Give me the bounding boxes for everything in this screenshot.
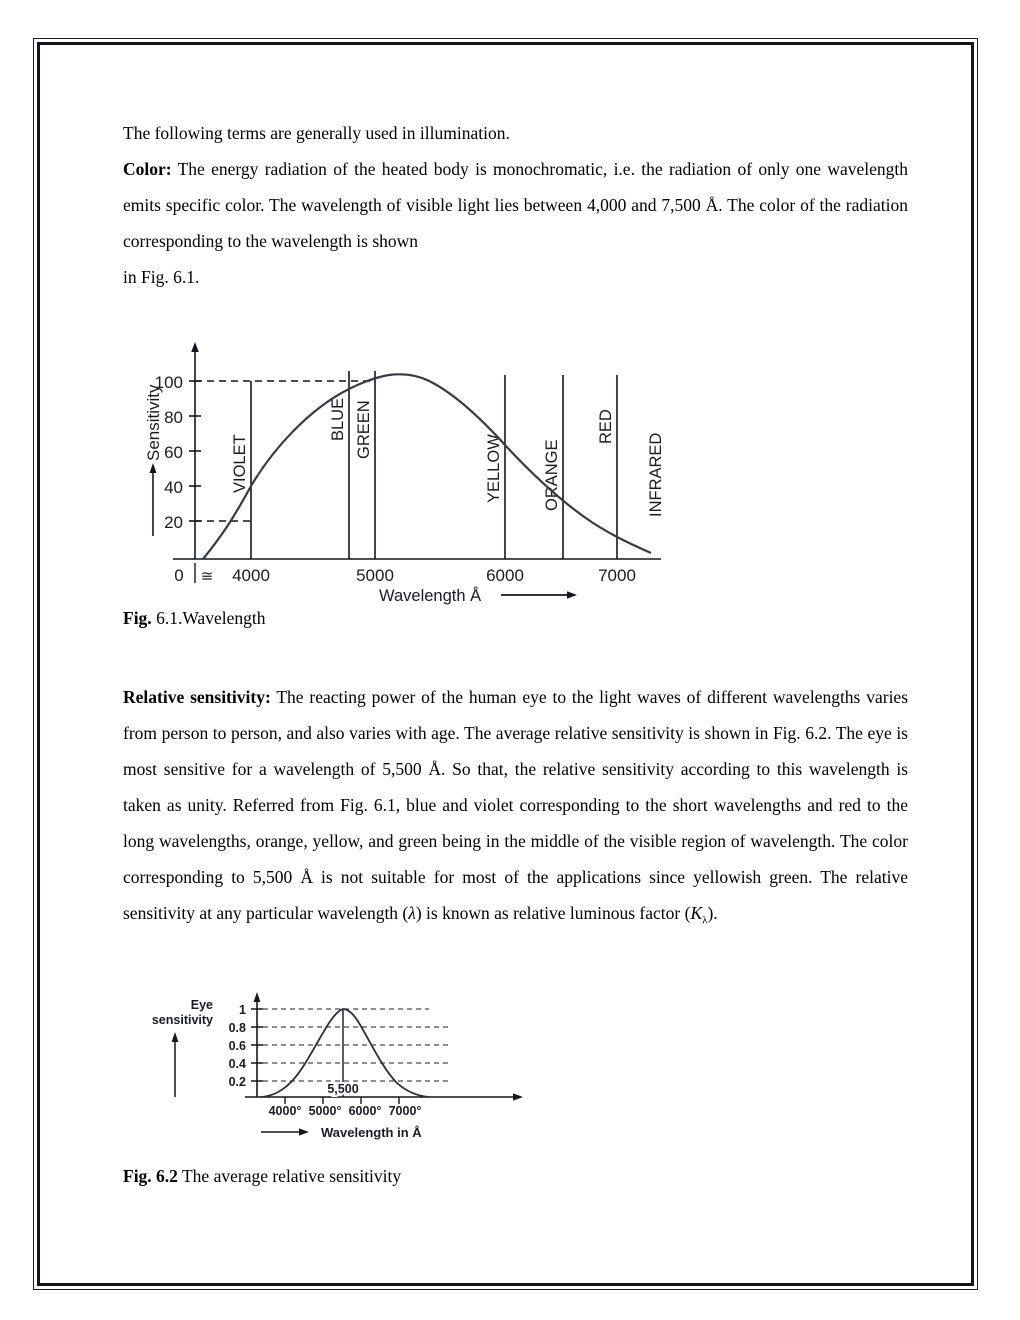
- fig1-band-label-green: GREEN: [355, 400, 373, 459]
- relative-text-part2: ) is known as relative luminous factor (: [415, 903, 691, 923]
- color-tail-text: in Fig. 6.1.: [123, 267, 200, 287]
- fig2-x-ticks: [285, 1097, 399, 1104]
- caption2-bold: Fig. 6.2: [123, 1165, 178, 1186]
- fig1-y-axis-title: Sensitivity: [144, 384, 163, 461]
- relative-text-part3: ).: [707, 903, 718, 923]
- figure-6-1: [133, 331, 693, 605]
- fig2-x-axis-title-group: [261, 1125, 422, 1140]
- color-paragraph-tail: [123, 259, 908, 295]
- figure-6-1-svg: [133, 331, 693, 586]
- fig1-approx-symbol: ≅: [200, 568, 214, 585]
- fig2-peak-label: 5,500: [327, 1081, 359, 1096]
- fig1-xtick-7000: 7000: [598, 566, 636, 585]
- fig1-ytick-60: 60: [164, 443, 183, 462]
- fig1-xtick-5000: 5000: [356, 566, 394, 585]
- fig1-ytick-20: 20: [164, 513, 183, 532]
- fig2-xtick-5000: 5000°: [308, 1103, 342, 1118]
- color-paragraph-text: The energy radiation of the heated body is monochromatic, i.e. the radiation of only one wavelength emits specific color. The wavelength of visible light lies between 4,000 and 7,500 Å. The color of the radiation corresponding to the wavelength is shown: [123, 159, 908, 251]
- fig2-xtick-6000: 6000°: [348, 1103, 382, 1118]
- caption2-rest: The average relative sensitivity: [177, 1165, 402, 1186]
- intro-text: The following terms are generally used in illumination.: [123, 123, 510, 143]
- fig1-xtick-4000: 4000: [232, 566, 270, 585]
- lambda-symbol: λ: [408, 903, 416, 923]
- k-subscript: λ: [702, 914, 708, 927]
- fig1-band-label-orange: ORANGE: [543, 439, 561, 511]
- k-symbol: K: [690, 903, 703, 923]
- fig1-ytick-80: 80: [164, 408, 183, 427]
- fig2-y-ticks: [229, 1003, 263, 1089]
- fig1-band-label-blue: BLUE: [329, 397, 347, 441]
- fig2-ytick-06: 0.6: [228, 1038, 246, 1053]
- caption1-bold: Fig.: [123, 608, 152, 628]
- fig2-ytick-08: 0.8: [228, 1020, 246, 1035]
- fig1-band-label-yellow: YELLOW: [485, 434, 503, 503]
- fig1-band-label-red: RED: [597, 409, 615, 444]
- fig1-band-labels: [231, 398, 665, 517]
- fig1-band-label-violet: VIOLET: [231, 434, 249, 493]
- color-term: Color:: [123, 159, 172, 179]
- fig1-xtick-6000: 6000: [486, 566, 524, 585]
- fig2-x-axis: [245, 1093, 523, 1100]
- spacer-before-fig1: [123, 295, 908, 331]
- fig1-y-axis-title-group: [144, 384, 163, 536]
- fig1-ytick-40: 40: [164, 478, 183, 497]
- figure-6-2: [133, 987, 553, 1147]
- fig2-y-axis-title-line2: sensitivity: [151, 1012, 213, 1027]
- fig2-ytick-1: 1: [239, 1002, 246, 1017]
- fig1-dashed-guides: [195, 381, 375, 521]
- fig2-xtick-7000: 7000°: [388, 1103, 422, 1118]
- figure-6-2-svg: [133, 987, 553, 1142]
- fig1-x-axis-title-svg: [133, 582, 693, 612]
- relative-text-part1: The reacting power of the human eye to the light waves of different wavelengths varies from person to person, and also varies with age. The average relative sensitivity is shown in Fig. 6.2. The eye is most sensitive for a wavelength of 5,500 Å. So that, the relative sensitivity according to this wavelength is taken as unity. Referred from Fig. 6.1, blue and violet corresponding to the short wavelengths and red to the long wavelengths, orange, yellow, and green being in the middle of the visible region of wavelength. The color corresponding to 5,500 Å is not suitable for most of the applications since yellowish green. The relative sensitivity at any particular wavelength (: [123, 687, 909, 923]
- relative-term: Relative sensitivity:: [123, 687, 271, 707]
- figure-6-2-caption: [123, 1161, 908, 1191]
- relative-sensitivity-paragraph: [123, 679, 908, 939]
- caption1-rest: 6.1.Wavelength: [151, 608, 266, 628]
- fig1-band-label-infrared: INFRARED: [647, 432, 665, 517]
- color-paragraph: [123, 151, 908, 259]
- fig2-y-axis-title-group: [152, 998, 213, 1097]
- fig2-ytick-04: 0.4: [228, 1056, 246, 1071]
- fig2-y-axis-title-line1: Eye: [190, 997, 213, 1012]
- fig1-band-dividers: [251, 371, 617, 559]
- fig1-sensitivity-curve: [203, 374, 651, 559]
- fig1-ytick-100: 100: [154, 373, 183, 392]
- fig2-x-tick-labels: [269, 1104, 422, 1118]
- fig1-xtick-zero: 0: [174, 566, 184, 585]
- document-content: [123, 115, 908, 1191]
- fig2-ytick-02: 0.2: [228, 1074, 246, 1089]
- fig1-x-axis-title: Wavelength Å: [379, 587, 482, 605]
- fig2-xtick-4000: 4000°: [268, 1103, 302, 1118]
- intro-line: [123, 115, 908, 151]
- fig2-x-axis-title: Wavelength in Å: [321, 1124, 422, 1140]
